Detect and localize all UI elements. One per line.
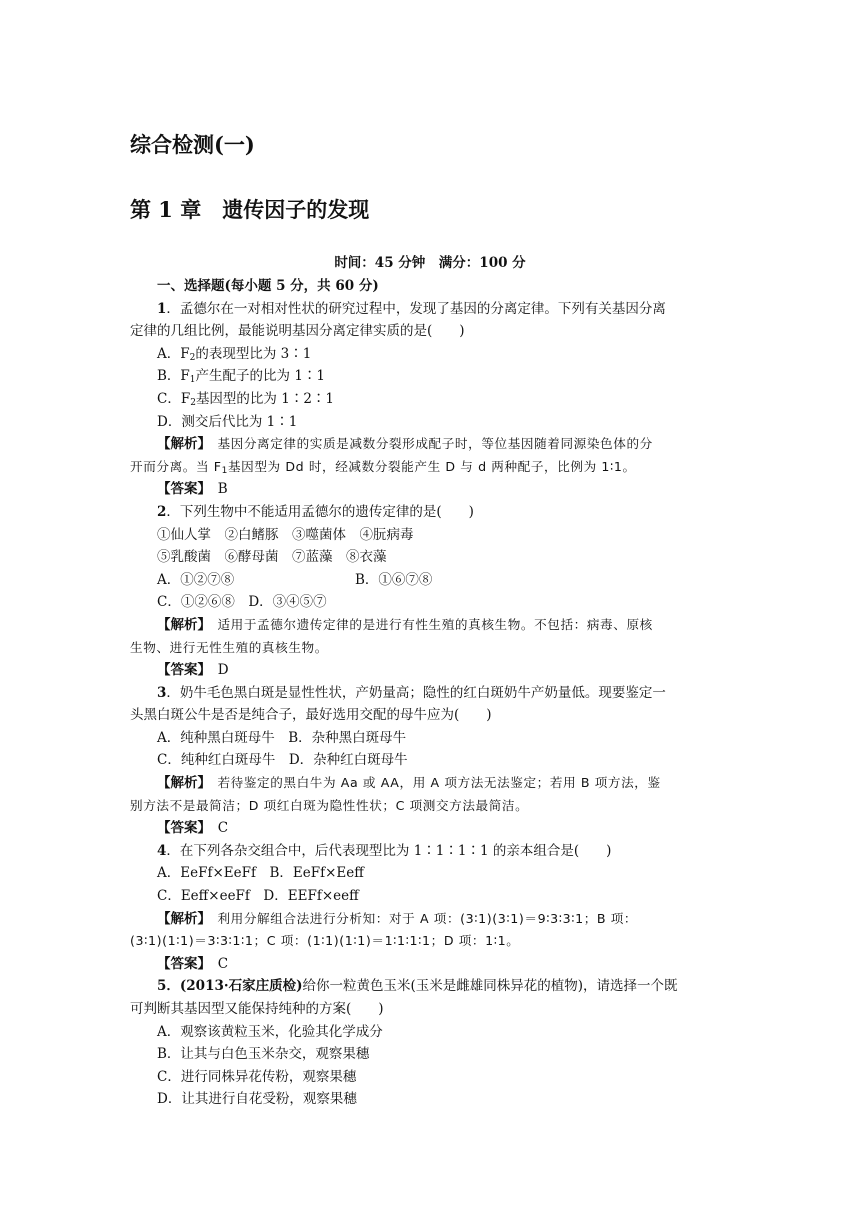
question-3-stem: 3．奶牛毛色黑白斑是显性性状，产奶量高；隐性的红白斑奶牛产奶量低。现要鉴定一 [157, 684, 666, 701]
section-heading: 一、选择题(每小题 5 分，共 60 分) [157, 278, 379, 294]
option-c: C．$F_2$基因型的比为 1∶2∶1 [157, 390, 334, 408]
answer-tag: 【答案】 [157, 820, 205, 837]
option-b: B．让其与白色玉米杂交，观察果穗 [157, 1046, 370, 1063]
question-1-stem-cont: 定律的几组比例，最能说明基因分离定律实质的是( ) [130, 323, 465, 340]
analysis-cont: 别方法不是最简洁；D 项红白斑为隐性性状；C 项测交方法最简洁。 [130, 797, 529, 813]
analysis-tag: 【解析】 [157, 775, 205, 792]
analysis-cont: 生物、进行无性生殖的真核生物。 [130, 639, 328, 655]
stem-text: ．孟德尔在一对相对性状的研究过程中，发现了基因的分离定律。下列有关基因分离 [166, 300, 666, 317]
question-4-stem: 4．在下列各杂交组合中，后代表现型比为 1∶1∶1∶1 的亲本组合是( ) [157, 842, 612, 859]
question-number: 5 [157, 978, 167, 995]
options-ab: A．纯种黑白斑母牛 B．杂种黑白斑母牛 [157, 729, 407, 746]
question-5-stem-cont: 可判断其基因型又能保持纯种的方案( ) [130, 1001, 384, 1017]
exam-meta: 时间：45 分钟 满分：100 分 [334, 255, 526, 271]
answer-tag: 【答案】 [157, 662, 205, 679]
question-list [130, 275, 730, 1111]
option-b: B．①⑥⑦⑧ [355, 571, 433, 588]
analysis: 【解析】 利用分解组合法进行分析知：对于 A 项：(3∶1)(3∶1)＝9∶3∶3∶1；B 项： [157, 910, 638, 927]
option-d: D．让其进行自花受粉，观察果穗 [157, 1091, 357, 1108]
analysis-tag: 【解析】 [157, 616, 205, 633]
analysis: 【解析】 若待鉴定的黑白牛为 Aa 或 AA，用 A 项方法无法鉴定；若用 B 项方法，鉴 [157, 775, 661, 792]
analysis-cont: 开而分离。当 $F_1$基因型为 Dd 时，经减数分裂能产生 D 与 d 两种配子，比例为 1∶1。 [130, 458, 636, 476]
analysis: 【解析】 适用于孟德尔遗传定律的是进行有性生殖的真核生物。不包括：病毒、原核 [157, 616, 653, 633]
answer-tag: 【答案】 [157, 955, 205, 972]
organism-list-1: ①仙人掌 ②白鳍豚 ③噬菌体 ④朊病毒 [157, 526, 414, 543]
option-b: B．$F_1$产生配子的比为 1∶1 [157, 368, 326, 386]
analysis-tag: 【解析】 [157, 910, 205, 927]
answer-tag: 【答案】 [157, 481, 205, 498]
organism-list-2: ⑤乳酸菌 ⑥酵母菌 ⑦蓝藻 ⑧衣藻 [157, 549, 387, 566]
analysis: 【解析】 基因分离定律的实质是减数分裂形成配子时，等位基因随着同源染色体的分 [157, 436, 653, 453]
question-3-stem-cont: 头黑白斑公牛是否是纯合子，最好选用交配的母牛应为( ) [130, 707, 492, 724]
options-cd: C．①②⑥⑧ D．③④⑤⑦ [157, 594, 327, 611]
question-1-stem [130, 298, 730, 321]
option-d: D．测交后代比为 1∶1 [157, 413, 298, 430]
document-title: 综合检测(一) [130, 132, 255, 157]
question-number: 2 [157, 503, 167, 520]
option-c: C．进行同株异花传粉，观察果穗 [157, 1068, 357, 1085]
options-cd: C．纯种红白斑母牛 D．杂种红白斑母牛 [157, 752, 408, 769]
answer: 【答案】 C [157, 820, 229, 837]
options-ab [130, 569, 730, 592]
question-2-stem: 2．下列生物中不能适用孟德尔的遗传定律的是( ) [157, 503, 474, 520]
option-a: A．观察该黄粒玉米，化验其化学成分 [157, 1023, 383, 1040]
answer: 【答案】 C [157, 955, 229, 972]
question-number: 3 [157, 684, 167, 701]
analysis-tag: 【解析】 [157, 436, 205, 453]
options-cd: C．Eeff×eeFf D．EEFf×eeff [157, 888, 359, 905]
question-number: 1 [157, 300, 167, 317]
chapter-title: 第 1 章 遗传因子的发现 [130, 197, 370, 222]
option-a: A．$F_2$的表现型比为 3∶1 [157, 345, 312, 363]
option-a: A．①②⑦⑧ [157, 571, 235, 588]
analysis-cont: (3∶1)(1∶1)＝3∶3∶1∶1；C 项：(1∶1)(1∶1)＝1∶1∶1∶1；D 项：1∶1。 [130, 933, 520, 949]
options-ab: A．EeFf×EeFf B．EeFf×Eeff [157, 865, 364, 882]
question-source: ．(2013·石家庄质检) [166, 978, 303, 995]
question-number: 4 [157, 842, 167, 859]
question-5-stem: 5．(2013·石家庄质检)给你一粒黄色玉米(玉米是雌雄同株异花的植物)，请选择一个既 [157, 978, 678, 995]
answer: 【答案】 D [157, 662, 229, 679]
answer: 【答案】 B [157, 481, 228, 498]
